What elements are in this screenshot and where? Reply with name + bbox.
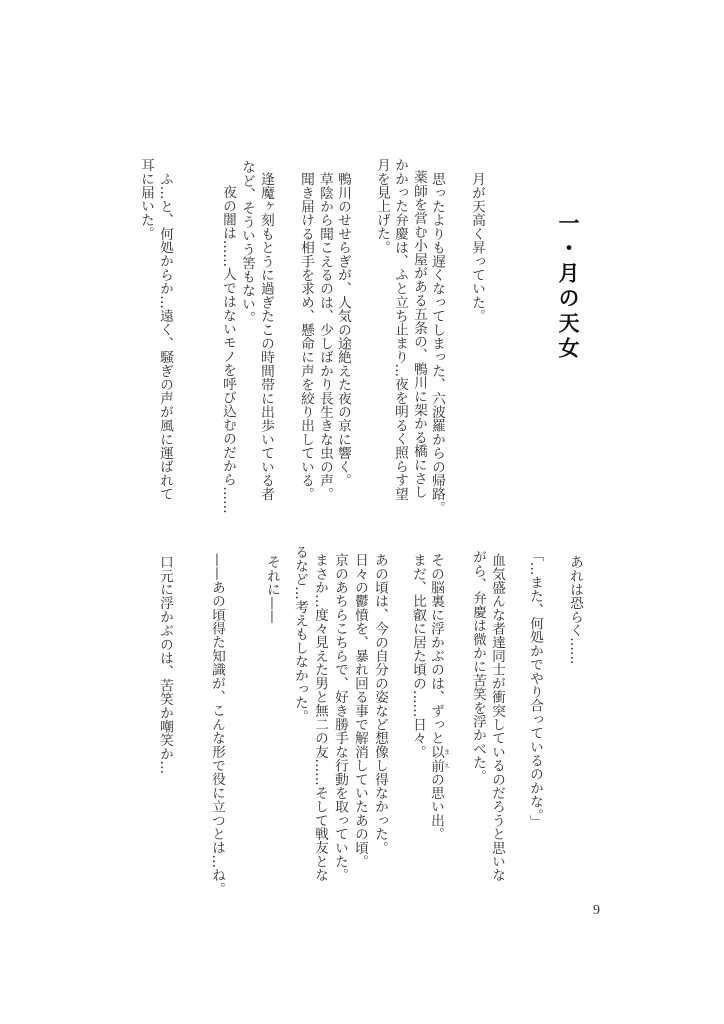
ruby-reading: まえ [442, 744, 450, 773]
ruby-base: 以前 [428, 744, 444, 773]
text-line-with-ruby [428, 553, 450, 841]
text-line: るなど…考えもしなかった。 [292, 545, 308, 724]
text-line: あれは恐らく…… [567, 555, 583, 665]
text-line: 聞き届ける相手を求め、懸命に声を絞り出している。 [298, 172, 314, 501]
text-line: あの頃は、今の自分の姿など想像し得なかった。 [372, 553, 388, 855]
text-line: まだ、比叡に居た頃の……日々。 [410, 553, 426, 759]
ruby-annotation [428, 744, 450, 773]
text-line: 月を見上げた。 [374, 158, 390, 254]
text-segment: の思い出。 [428, 772, 444, 841]
page-number: 9 [593, 903, 600, 918]
chapter-title: 一・月の天女 [556, 212, 581, 362]
text-line: それに—— [264, 555, 280, 624]
text-line: 思ったよりも遅くなってしまった、六波羅からの帰路。 [429, 172, 445, 515]
text-line: 「…また、何処かでやり合っているのかな。」 [527, 548, 543, 829]
text-line: 夜の闇は……人ではないモノを呼び込むのだから…… [220, 185, 236, 514]
text-line: 血気盛んな者達同士が衝突しているのだろうと思いな [489, 553, 505, 882]
text-line: 日々の鬱憤を、暴れ回る事で解消していたあの頃。 [352, 553, 368, 869]
text-line: ふ…と、何処からか…遠く、騒ぎの声が風に運ばれて [157, 172, 173, 501]
text-line: かかった弁慶は、ふと立ち止まり…夜を明るく照らす望 [392, 158, 408, 501]
text-line: 薬師を営む小屋がある五条の、鴨川に架かる橋にさし [411, 170, 427, 499]
text-segment: その脳裏に浮かぶのは、ずっと [428, 553, 444, 745]
text-line: がら、弁慶は微かに苦笑を浮かべた。 [470, 550, 486, 783]
text-line: まさか…度々見えた男と無二の友……そして戦友とな [312, 553, 328, 882]
text-line: 鴨川のせせらぎが、人気の途絶えた夜の京に響く。 [335, 172, 351, 488]
text-line: など、そういう筈もない。 [239, 160, 255, 325]
text-line: ——あの頃得た知識が、こんな形で役に立つとは…ね。 [209, 553, 225, 896]
text-line: 口元に浮かぶのは、苦笑か嘲笑か… [157, 555, 173, 775]
text-line: 逢魔ヶ刻もとうに過ぎたこの時間帯に出歩いている者 [258, 172, 274, 501]
text-line: 耳に届いた。 [138, 158, 154, 241]
text-line: 月が天高く昇っていた。 [469, 172, 485, 323]
text-line: 京のあちらこちらで、好き勝手な行動を取っていた。 [332, 553, 348, 882]
text-line: 草陰から聞こえるのは、少しばかり長生きな虫の声。 [317, 172, 333, 501]
